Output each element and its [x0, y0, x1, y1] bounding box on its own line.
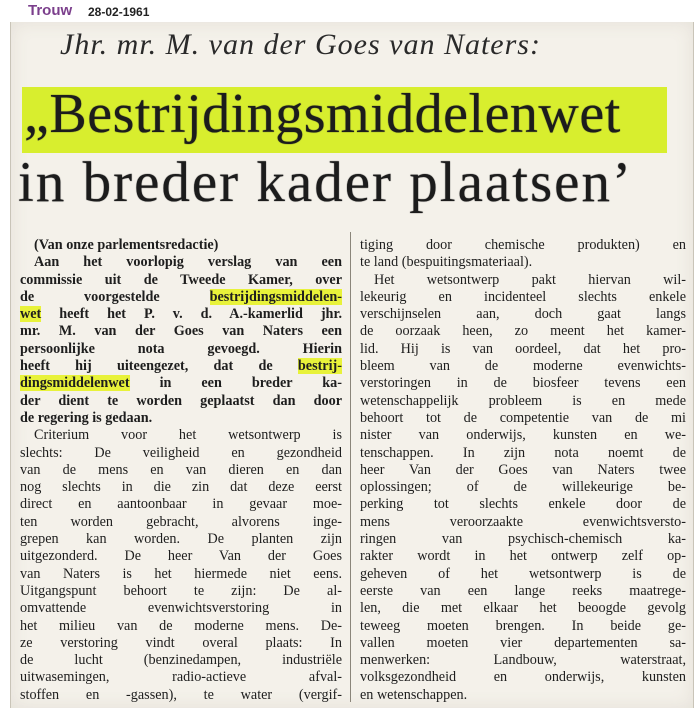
- text-run: de regering is gedaan.: [20, 409, 153, 426]
- text-run: commissie uit de Tweede Kamer, over: [20, 271, 342, 288]
- column-divider: [350, 232, 351, 702]
- text-line: [20, 479, 342, 496]
- text-line: [20, 375, 342, 392]
- text-line: [20, 583, 342, 600]
- text-run: heeft hij uiteengezet, dat de: [20, 358, 298, 375]
- text-run: het milieu van de moderne mens. De-: [20, 617, 342, 634]
- text-run: van Naters is het hiermede niet eens.: [20, 565, 342, 582]
- text-run: ringen van psychisch-chemisch ka-: [360, 531, 686, 548]
- text-run: der dient te worden geplaatst dan door: [20, 392, 342, 409]
- text-line: [360, 410, 686, 427]
- text-run: perking tot slechts enkele door de: [360, 496, 686, 513]
- text-line: [360, 583, 686, 600]
- text-run: lid. Hij is van oordeel, dat het pro-: [360, 340, 686, 357]
- text-line: [360, 652, 686, 669]
- text-line: [360, 687, 686, 704]
- text-line: [20, 254, 342, 271]
- text-line: [20, 289, 342, 306]
- text-line: [20, 410, 342, 427]
- text-run: vallen moeten vier departementen sa-: [360, 634, 686, 651]
- highlighted-term: wet: [20, 306, 42, 323]
- text-line: [360, 323, 686, 340]
- article-column-left: [20, 237, 342, 704]
- article-subtitle: Jhr. mr. M. van der Goes van Naters:: [60, 28, 541, 61]
- text-run: slechts: De veiligheid en gezondheid: [20, 444, 342, 461]
- text-run: nister van onderwijs, kunsten en we-: [360, 427, 686, 444]
- text-run: nog slechts in die zin dat deze eerst: [20, 479, 342, 496]
- text-line: [360, 618, 686, 635]
- text-run: rakter wordt in het ontwerp zelf op-: [360, 548, 686, 565]
- text-line: [360, 566, 686, 583]
- text-run: verstoringen in de biosfeer tevens een: [360, 375, 686, 392]
- text-line: [360, 669, 686, 686]
- text-run: (Van onze parlementsredactie): [34, 237, 219, 253]
- text-run: uitgezonderd. De heer Van der Goes: [20, 548, 342, 565]
- text-line: [360, 272, 686, 289]
- text-line: [20, 496, 342, 513]
- text-line: [360, 496, 686, 513]
- text-run: van de mens en van dieren en dan: [20, 461, 342, 478]
- text-run: oplossingen; of de willekeurige be-: [360, 479, 686, 496]
- text-line: [20, 323, 342, 340]
- publication-date: 28-02-1961: [88, 5, 150, 19]
- text-run: eerste van een lange reeks maatrege-: [360, 582, 686, 599]
- header-bar: [0, 0, 700, 22]
- text-run: bleem van de moderne evenwichts-: [360, 358, 686, 375]
- text-run: de oorzaak heen, zo meent het kamer-: [360, 323, 686, 340]
- highlighted-term: bestrijdingsmiddelen-: [209, 288, 342, 305]
- text-line: [20, 514, 342, 531]
- text-run: tiging door chemische produkten) en: [360, 237, 686, 253]
- text-line: [20, 358, 342, 375]
- text-line: [20, 531, 342, 548]
- text-line: [360, 531, 686, 548]
- text-run: len, die met elkaar het beoogde gevolg: [360, 600, 686, 617]
- text-run: de lucht (benzinedampen, industriële: [20, 652, 342, 669]
- text-run: heeft het P. v. d. A.-kamerlid jhr.: [41, 306, 342, 323]
- text-run: Uitgangspunt behoort te zijn: De al-: [20, 582, 342, 599]
- article-column-right: [360, 237, 686, 704]
- article-title-line-1: „Bestrijdingsmiddelenwet: [24, 83, 621, 145]
- text-line: [360, 462, 686, 479]
- text-run: wetenschappelijk probleem is en mede: [360, 392, 686, 409]
- text-line: [20, 445, 342, 462]
- text-line: [360, 635, 686, 652]
- text-line: [20, 669, 342, 686]
- text-run: in een breder ka-: [129, 375, 342, 392]
- text-line: [20, 306, 342, 323]
- text-line: [360, 600, 686, 617]
- text-run: Criterium voor het wetsontwerp is: [34, 427, 342, 444]
- text-run: menwerken: Landbouw, waterstraat,: [360, 652, 686, 669]
- text-line: [20, 341, 342, 358]
- text-line: [20, 548, 342, 565]
- text-run: te land (bespuitingsmateriaal).: [360, 254, 533, 271]
- text-run: grepen kan worden. De planten zijn: [20, 531, 342, 548]
- text-run: en wetenschappen.: [360, 686, 468, 703]
- text-run: ten worden gebracht, alvorens inge-: [20, 513, 342, 530]
- text-run: teweeg moeten brengen. In beide ge-: [360, 617, 686, 634]
- text-line: [360, 427, 686, 444]
- highlighted-term: bestrij-: [297, 358, 342, 375]
- text-run: verschijnselen aan, doch gaat langs: [360, 306, 686, 323]
- text-line: [20, 635, 342, 652]
- text-line: [20, 427, 342, 444]
- text-line: [360, 514, 686, 531]
- text-line: [360, 445, 686, 462]
- text-line: [360, 548, 686, 565]
- text-run: uitwasemingen, radio-actieve afval-: [20, 669, 342, 686]
- text-line: [360, 237, 686, 254]
- text-run: Het wetsontwerp pakt hiervan wil-: [374, 271, 686, 288]
- text-line: [360, 341, 686, 358]
- text-run: tenschappen. In zijn nota noemt de: [360, 444, 686, 461]
- text-run: Aan het voorlopig verslag van een: [34, 254, 342, 271]
- text-line: [360, 289, 686, 306]
- text-run: volksgezondheid en onderwijs, kunsten: [360, 669, 686, 686]
- text-line: [20, 652, 342, 669]
- text-line: [360, 393, 686, 410]
- text-line: [360, 479, 686, 496]
- text-line: [360, 254, 686, 271]
- text-run: lekeurig en incidenteel slechts enkele: [360, 288, 686, 305]
- text-line: [20, 237, 342, 254]
- text-line: [20, 566, 342, 583]
- text-run: persoonlijke nota gevoegd. Hierin: [20, 340, 342, 357]
- highlighted-term: dingsmiddelenwet: [20, 375, 130, 392]
- text-run: omvattende evenwichtsverstoring in: [20, 600, 342, 617]
- text-run: behoort tot de competentie van de mi: [360, 409, 686, 426]
- text-line: [20, 687, 342, 704]
- text-run: mens veroorzaakte evenwichtsversto-: [360, 513, 686, 530]
- newspaper-name: Trouw: [28, 2, 73, 19]
- text-line: [20, 618, 342, 635]
- text-line: [360, 358, 686, 375]
- text-run: de voorgestelde: [20, 288, 210, 305]
- text-line: [20, 393, 342, 410]
- text-line: [20, 272, 342, 289]
- text-run: direct en aantoonbaar in gevaar moe-: [20, 496, 342, 513]
- text-run: mr. M. van der Goes van Naters een: [20, 323, 342, 340]
- article-title-line-2: in breder kader plaatsen’: [18, 151, 633, 214]
- text-run: geheven of het wetsontwerp is de: [360, 565, 686, 582]
- text-line: [360, 375, 686, 392]
- text-line: [20, 600, 342, 617]
- text-run: stoffen en -gassen), te water (vergif-: [20, 686, 342, 703]
- text-line: [20, 462, 342, 479]
- text-run: ze verstoring vindt overal plaats: In: [20, 634, 342, 651]
- text-run: heer Van der Goes van Naters twee: [360, 461, 686, 478]
- text-line: [360, 306, 686, 323]
